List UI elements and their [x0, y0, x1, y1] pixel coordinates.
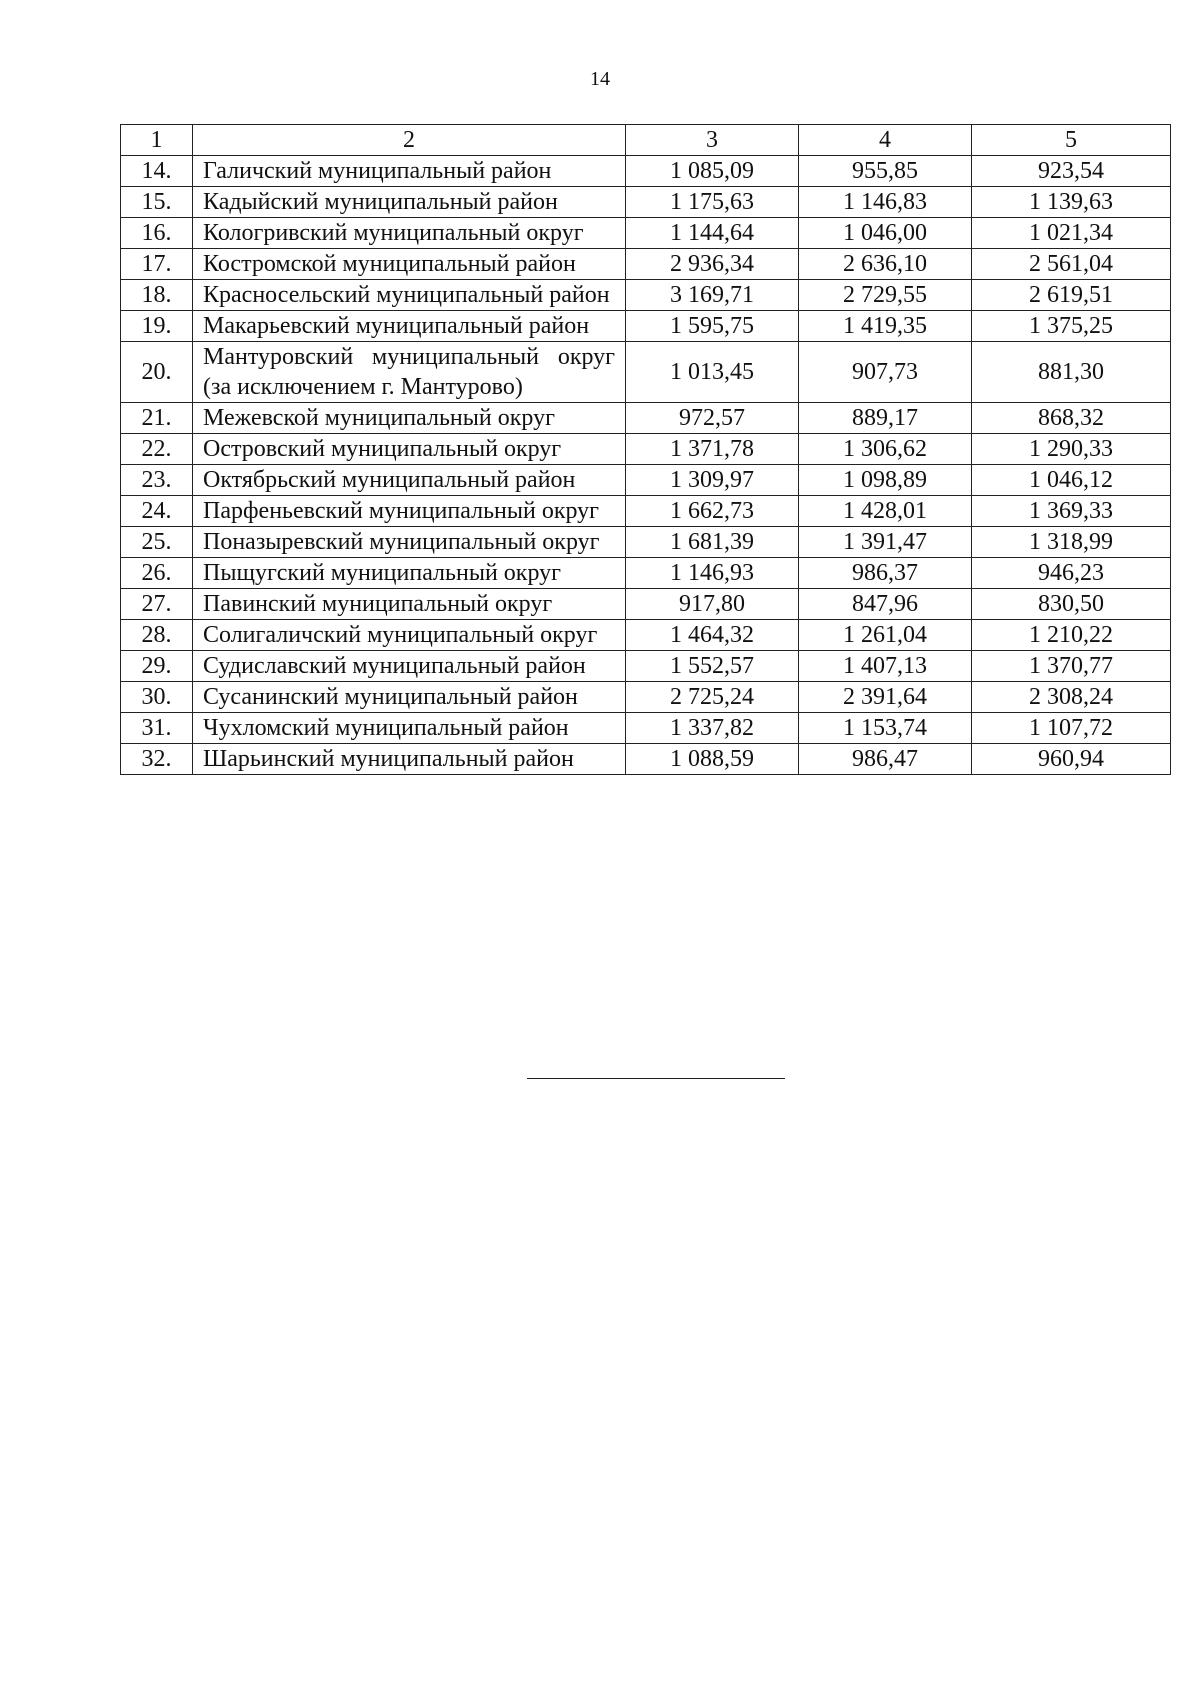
page-number: 14 — [590, 68, 610, 90]
column-3-value-cell: 1 371,78 — [626, 434, 799, 465]
municipality-name-cell: Поназыревский муниципальный округ — [193, 527, 626, 558]
table-row — [121, 280, 1171, 311]
row-number-cell: 18. — [121, 280, 193, 311]
column-3-value-cell: 1 337,82 — [626, 713, 799, 744]
column-5-value-cell: 2 619,51 — [972, 280, 1171, 311]
table-header-row — [121, 125, 1171, 156]
column-4-value-cell: 1 098,89 — [799, 465, 972, 496]
municipality-name-cell: Пыщугский муниципальный округ — [193, 558, 626, 589]
row-number-cell: 22. — [121, 434, 193, 465]
column-3-value-cell: 1 309,97 — [626, 465, 799, 496]
table-row — [121, 589, 1171, 620]
column-4-value-cell: 1 391,47 — [799, 527, 972, 558]
row-number-cell: 14. — [121, 156, 193, 187]
table-row — [121, 651, 1171, 682]
column-5-value-cell: 1 375,25 — [972, 311, 1171, 342]
column-3-value-cell: 917,80 — [626, 589, 799, 620]
municipality-name-cell: Галичский муниципальный район — [193, 156, 626, 187]
column-5-value-cell: 1 139,63 — [972, 187, 1171, 218]
table-row — [121, 620, 1171, 651]
column-3-value-cell: 1 464,32 — [626, 620, 799, 651]
column-4-value-cell: 1 419,35 — [799, 311, 972, 342]
table-row — [121, 465, 1171, 496]
table-row — [121, 527, 1171, 558]
column-5-value-cell: 868,32 — [972, 403, 1171, 434]
header-cell: 3 — [626, 125, 799, 156]
table-row — [121, 403, 1171, 434]
table-row — [121, 558, 1171, 589]
table-body — [121, 125, 1171, 775]
column-4-value-cell: 2 636,10 — [799, 249, 972, 280]
column-3-value-cell: 1 175,63 — [626, 187, 799, 218]
column-4-value-cell: 1 046,00 — [799, 218, 972, 249]
municipality-name-cell: Судиславский муниципальный район — [193, 651, 626, 682]
table-row — [121, 713, 1171, 744]
column-5-value-cell: 1 107,72 — [972, 713, 1171, 744]
header-cell: 2 — [193, 125, 626, 156]
column-4-value-cell: 1 306,62 — [799, 434, 972, 465]
row-number-cell: 28. — [121, 620, 193, 651]
column-4-value-cell: 986,47 — [799, 744, 972, 775]
municipality-name-cell: Кадыйский муниципальный район — [193, 187, 626, 218]
municipality-name-cell: Островский муниципальный округ — [193, 434, 626, 465]
municipality-name-cell: Костромской муниципальный район — [193, 249, 626, 280]
column-5-value-cell: 1 370,77 — [972, 651, 1171, 682]
column-4-value-cell: 1 428,01 — [799, 496, 972, 527]
column-3-value-cell: 1 085,09 — [626, 156, 799, 187]
header-cell: 4 — [799, 125, 972, 156]
municipality-name-cell: Солигаличский муниципальный округ — [193, 620, 626, 651]
column-3-value-cell: 3 169,71 — [626, 280, 799, 311]
column-3-value-cell: 1 146,93 — [626, 558, 799, 589]
municipality-name-cell: Шарьинский муниципальный район — [193, 744, 626, 775]
column-4-value-cell: 889,17 — [799, 403, 972, 434]
column-4-value-cell: 2 391,64 — [799, 682, 972, 713]
column-4-value-cell: 1 146,83 — [799, 187, 972, 218]
column-5-value-cell: 946,23 — [972, 558, 1171, 589]
column-5-value-cell: 1 021,34 — [972, 218, 1171, 249]
table-row — [121, 682, 1171, 713]
column-4-value-cell: 986,37 — [799, 558, 972, 589]
row-number-cell: 26. — [121, 558, 193, 589]
municipality-name-cell: Парфеньевский муниципальный округ — [193, 496, 626, 527]
municipality-name-cell: Павинский муниципальный округ — [193, 589, 626, 620]
row-number-cell: 15. — [121, 187, 193, 218]
header-cell: 5 — [972, 125, 1171, 156]
table-row — [121, 342, 1171, 403]
column-3-value-cell: 1 013,45 — [626, 342, 799, 403]
column-4-value-cell: 2 729,55 — [799, 280, 972, 311]
column-3-value-cell: 1 552,57 — [626, 651, 799, 682]
column-4-value-cell: 907,73 — [799, 342, 972, 403]
column-3-value-cell: 1 144,64 — [626, 218, 799, 249]
column-5-value-cell: 881,30 — [972, 342, 1171, 403]
table-row — [121, 187, 1171, 218]
municipality-name-cell: Октябрьский муниципальный район — [193, 465, 626, 496]
row-number-cell: 29. — [121, 651, 193, 682]
table-row — [121, 744, 1171, 775]
row-number-cell: 25. — [121, 527, 193, 558]
row-number-cell: 17. — [121, 249, 193, 280]
table-row — [121, 156, 1171, 187]
column-4-value-cell: 1 153,74 — [799, 713, 972, 744]
municipality-name-cell: Кологривский муниципальный округ — [193, 218, 626, 249]
column-3-value-cell: 972,57 — [626, 403, 799, 434]
row-number-cell: 24. — [121, 496, 193, 527]
column-5-value-cell: 1 290,33 — [972, 434, 1171, 465]
column-4-value-cell: 1 407,13 — [799, 651, 972, 682]
row-number-cell: 31. — [121, 713, 193, 744]
row-number-cell: 19. — [121, 311, 193, 342]
column-5-value-cell: 1 210,22 — [972, 620, 1171, 651]
municipality-name-cell: Сусанинский муниципальный район — [193, 682, 626, 713]
table-row — [121, 249, 1171, 280]
header-cell: 1 — [121, 125, 193, 156]
column-5-value-cell: 2 561,04 — [972, 249, 1171, 280]
municipality-name-cell: Межевской муниципальный округ — [193, 403, 626, 434]
column-4-value-cell: 847,96 — [799, 589, 972, 620]
municipality-name-cell: Чухломский муниципальный район — [193, 713, 626, 744]
table-row — [121, 496, 1171, 527]
column-5-value-cell: 2 308,24 — [972, 682, 1171, 713]
column-5-value-cell: 1 369,33 — [972, 496, 1171, 527]
row-number-cell: 20. — [121, 342, 193, 403]
column-5-value-cell: 923,54 — [972, 156, 1171, 187]
column-4-value-cell: 1 261,04 — [799, 620, 972, 651]
closing-rule — [527, 1078, 785, 1079]
row-number-cell: 32. — [121, 744, 193, 775]
column-3-value-cell: 2 725,24 — [626, 682, 799, 713]
column-4-value-cell: 955,85 — [799, 156, 972, 187]
column-3-value-cell: 1 681,39 — [626, 527, 799, 558]
column-5-value-cell: 1 318,99 — [972, 527, 1171, 558]
column-3-value-cell: 1 595,75 — [626, 311, 799, 342]
table-row — [121, 434, 1171, 465]
table-row — [121, 218, 1171, 249]
column-5-value-cell: 830,50 — [972, 589, 1171, 620]
data-table — [120, 124, 1171, 775]
municipality-name-cell: Мантуровский муниципальный округ (за исключением г. Мантурово) — [193, 342, 626, 403]
column-3-value-cell: 2 936,34 — [626, 249, 799, 280]
row-number-cell: 23. — [121, 465, 193, 496]
municipality-name-cell: Красносельский муниципальный район — [193, 280, 626, 311]
column-3-value-cell: 1 662,73 — [626, 496, 799, 527]
column-5-value-cell: 1 046,12 — [972, 465, 1171, 496]
row-number-cell: 27. — [121, 589, 193, 620]
row-number-cell: 21. — [121, 403, 193, 434]
table-row — [121, 311, 1171, 342]
row-number-cell: 30. — [121, 682, 193, 713]
column-3-value-cell: 1 088,59 — [626, 744, 799, 775]
column-5-value-cell: 960,94 — [972, 744, 1171, 775]
row-number-cell: 16. — [121, 218, 193, 249]
municipality-name-cell: Макарьевский муниципальный район — [193, 311, 626, 342]
